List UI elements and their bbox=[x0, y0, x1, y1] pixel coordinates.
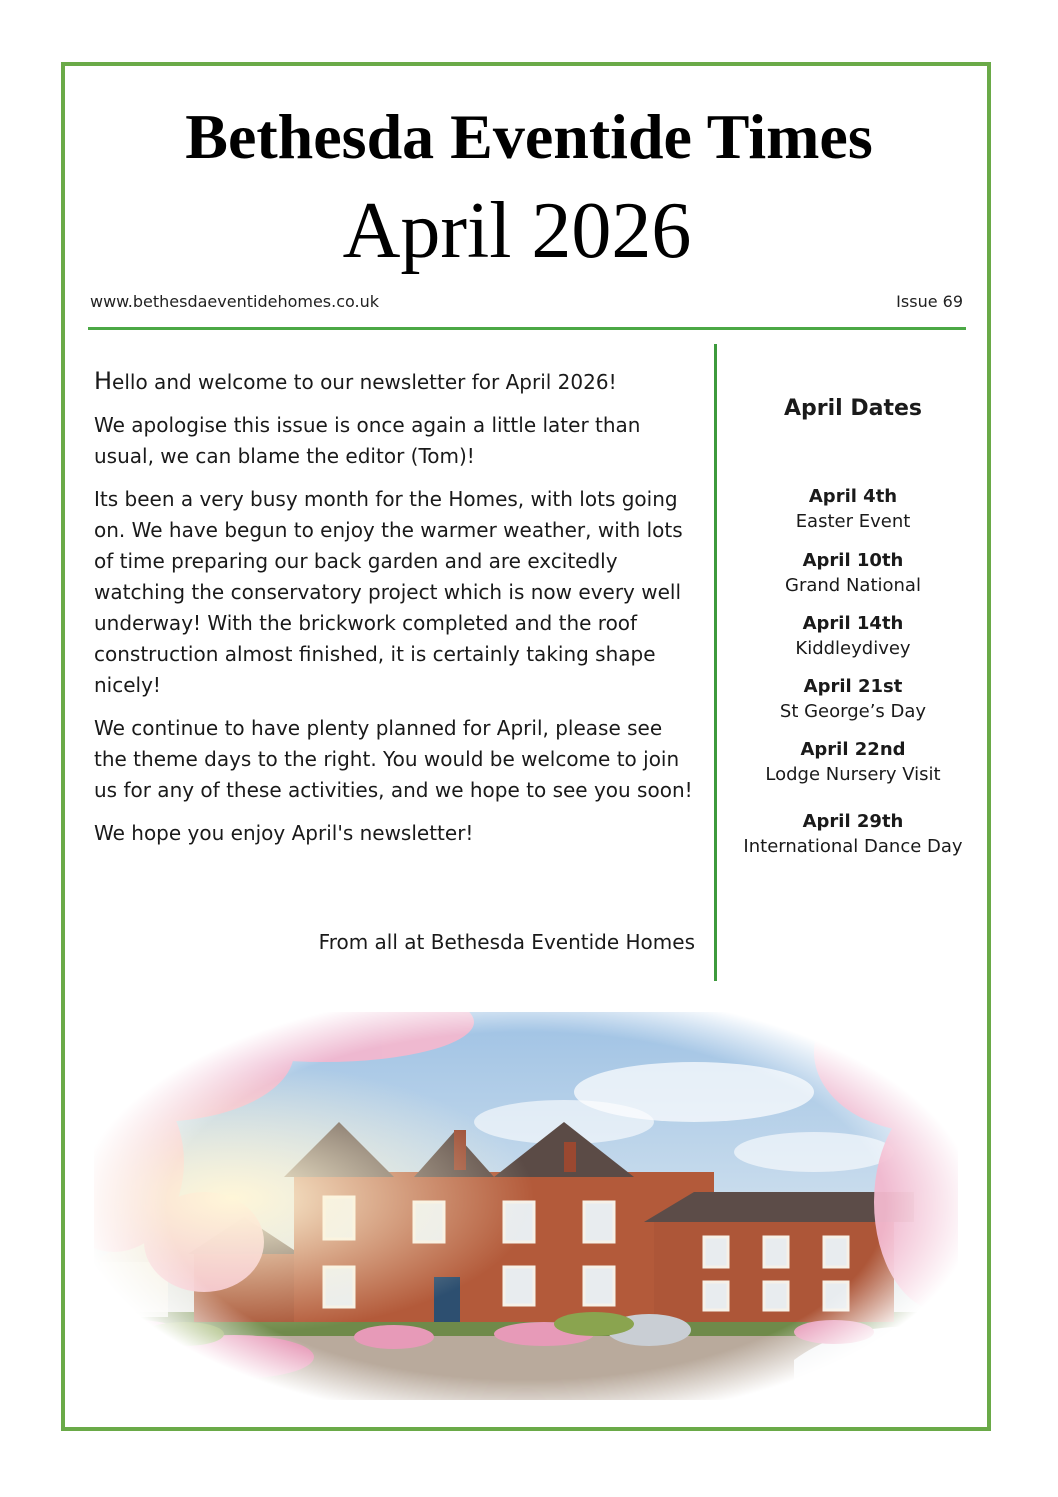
event-date: April 10th bbox=[802, 550, 904, 571]
website-link[interactable]: www.bethesdaeventidehomes.co.uk bbox=[90, 292, 380, 311]
event-date: April 4th bbox=[808, 486, 898, 507]
letter-paragraph: We apologise this issue is once again a little later than usual, we can blame the editor (Tom)! bbox=[94, 413, 641, 468]
greeting-text: ello and welcome to our newsletter for April 2026! bbox=[112, 370, 617, 394]
dates-heading: April Dates bbox=[783, 396, 922, 421]
event-date: April 29th bbox=[802, 811, 904, 832]
issue-number: Issue 69 bbox=[896, 292, 963, 311]
header-divider bbox=[88, 327, 966, 330]
date-item bbox=[728, 809, 978, 859]
letter-paragraph: Its been a very busy month for the Homes, with lots going on. We have begun to enjoy the warmer weather, with lots of time preparing our back garden and are excitedly watching the conservatory project which is now every well underway! With the brickwork completed and the roof construction almost finished, it is certainly taking shape nicely! bbox=[94, 487, 683, 697]
date-item bbox=[728, 548, 978, 598]
event-date: April 21st bbox=[803, 676, 903, 697]
event-date: April 22nd bbox=[800, 739, 906, 760]
event-name: St George’s Day bbox=[779, 701, 927, 722]
letter-signoff: From all at Bethesda Eventide Homes bbox=[318, 930, 695, 954]
column-divider bbox=[714, 344, 717, 981]
event-date: April 14th bbox=[802, 613, 904, 634]
letter-greeting bbox=[94, 366, 699, 398]
newsletter-title: Bethesda Eventide Times bbox=[185, 101, 873, 172]
event-name: Grand National bbox=[785, 575, 921, 596]
event-name: Kiddleydivey bbox=[795, 638, 911, 659]
welcome-letter bbox=[94, 366, 699, 861]
issue-month: April 2026 bbox=[342, 187, 692, 275]
letter-paragraph: We continue to have plenty planned for April, please see the theme days to the right. You would be welcome to join us for any of these activities, and we hope to see you soon! bbox=[94, 716, 693, 802]
date-item bbox=[728, 484, 978, 534]
care-home-photo bbox=[94, 1012, 958, 1400]
date-item bbox=[728, 674, 978, 724]
date-item bbox=[728, 611, 978, 661]
letter-paragraph: We hope you enjoy April's newsletter! bbox=[94, 821, 474, 845]
event-name: Lodge Nursery Visit bbox=[765, 764, 941, 785]
event-name: Easter Event bbox=[795, 511, 911, 532]
event-name: International Dance Day bbox=[743, 836, 963, 857]
greeting-initial: H bbox=[94, 367, 113, 395]
date-item bbox=[728, 737, 978, 787]
